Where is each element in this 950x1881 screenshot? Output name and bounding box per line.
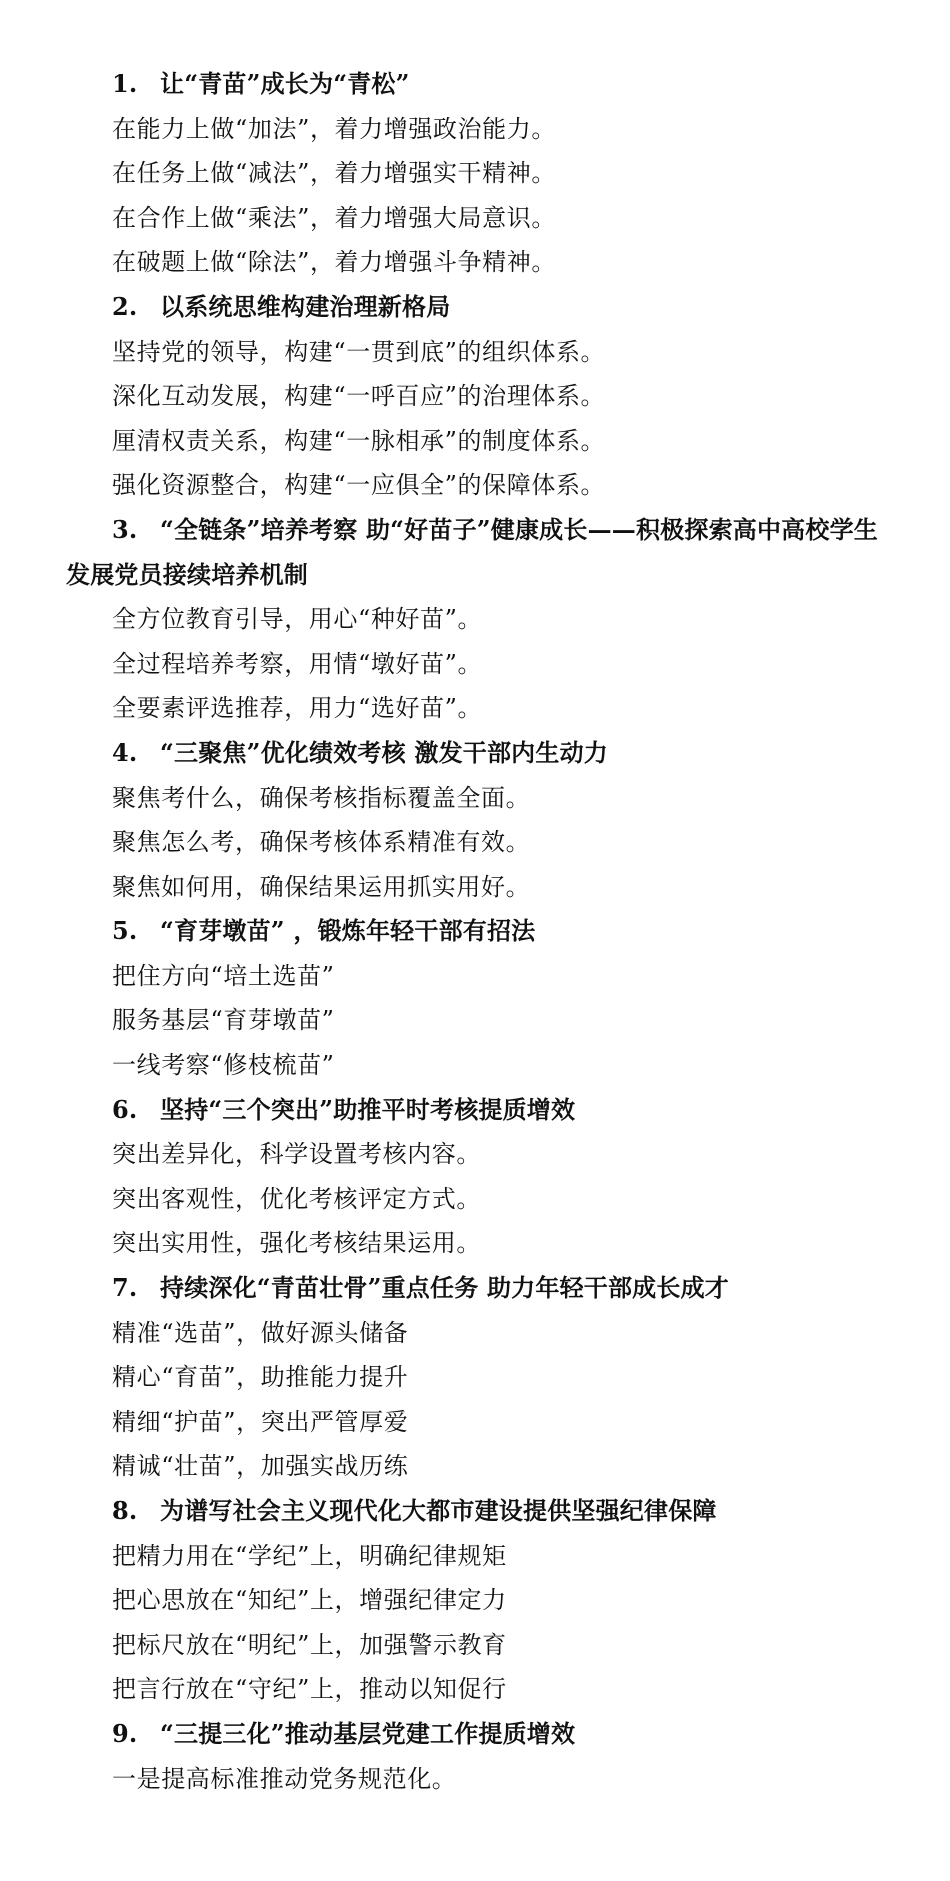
list-item: 在任务上做“减法”，着力增强实干精神。 [112,159,556,188]
list-item: 全方位教育引导，用心“种好苗”。 [112,605,483,634]
section-title: 持续深化“青苗壮骨”重点任务 助力年轻干部成长成才 [160,1273,729,1303]
list-item: 把标尺放在“明纪”上，加强警示教育 [112,1630,507,1659]
section-heading [66,508,896,597]
section-number: 8. [112,1496,138,1525]
section-title: “三提三化”推动基层党建工作提质增效 [160,1718,576,1748]
list-item: 聚焦考什么，确保考核指标覆盖全面。 [112,783,531,812]
section-heading [66,1489,896,1534]
section-heading [66,62,896,107]
section-heading [66,285,896,330]
document-body [66,62,896,1801]
section-number: 1. [112,69,138,98]
list-item: 把精力用在“学纪”上，明确纪律规矩 [112,1541,507,1570]
section-number: 3. [112,514,138,544]
section-heading [66,1088,896,1133]
list-item: 把言行放在“守纪”上，推动以知促行 [112,1675,507,1704]
list-item: 聚焦怎么考，确保考核体系精准有效。 [112,828,531,857]
section-number: 2. [112,291,138,321]
list-item: 精诚“壮苗”，加强实战历练 [112,1452,409,1481]
section [66,909,896,1087]
list-item: 精细“护苗”，突出严管厚爱 [112,1407,409,1436]
section-number: 6. [112,1094,138,1124]
list-item: 精心“育苗”，助推能力提升 [112,1363,409,1392]
section-number: 7. [112,1273,138,1303]
list-item: 在破题上做“除法”，着力增强斗争精神。 [112,248,556,277]
list-item: 全过程培养考察，用情“墩好苗”。 [112,649,483,678]
section-heading [66,731,896,776]
section-heading [66,909,896,954]
list-item: 深化互动发展，构建“一呼百应”的治理体系。 [112,382,606,411]
section [66,1712,896,1801]
list-item: 突出差异化，科学设置考核内容。 [112,1140,481,1169]
list-item: 坚持党的领导，构建“一贯到底”的组织体系。 [112,337,606,366]
list-item: 一是提高标准推动党务规范化。 [112,1764,457,1793]
list-item: 在能力上做“加法”，着力增强政治能力。 [112,114,556,143]
section-title: 让“青苗”成长为“青松” [160,69,410,98]
section-heading [66,1712,896,1757]
list-item: 厘清权责关系，构建“一脉相承”的制度体系。 [112,426,606,455]
section-number: 5. [112,916,138,946]
section-title: 为谱写社会主义现代化大都市建设提供坚强纪律保障 [160,1496,717,1525]
section [66,285,896,508]
section [66,1489,896,1712]
list-item: 把住方向“培土选苗” [112,961,335,990]
section [66,1088,896,1266]
list-item: 服务基层“育芽墩苗” [112,1006,335,1035]
section [66,1266,896,1489]
list-item: 突出客观性，优化考核评定方式。 [112,1184,481,1213]
list-item: 强化资源整合，构建“一应俱全”的保障体系。 [112,471,606,500]
list-item: 全要素评选推荐，用力“选好苗”。 [112,694,483,723]
list-item: 精准“选苗”，做好源头储备 [112,1318,409,1347]
list-item: 一线考察“修枝梳苗” [112,1051,335,1080]
list-item: 把心思放在“知纪”上，增强纪律定力 [112,1586,507,1615]
list-item: 突出实用性，强化考核结果运用。 [112,1229,481,1258]
section [66,508,896,731]
section-number: 9. [112,1718,138,1748]
section-number: 4. [112,737,138,767]
section-title: “三聚焦”优化绩效考核 激发干部内生动力 [160,737,608,767]
section [66,62,896,285]
section-title: “育芽墩苗” ，锻炼年轻干部有招法 [160,916,536,946]
list-item: 聚焦如何用，确保结果运用抓实用好。 [112,872,531,901]
section-title: 坚持“三个突出”助推平时考核提质增效 [160,1094,576,1124]
section [66,731,896,909]
list-item: 在合作上做“乘法”，着力增强大局意识。 [112,203,556,232]
section-heading [66,1266,896,1311]
section-title: 以系统思维构建治理新格局 [160,291,451,321]
section-title: “全链条”培养考察 助“好苗子”健康成长——积极探索高中高校学生发展党员接续培养机制 [66,514,878,589]
